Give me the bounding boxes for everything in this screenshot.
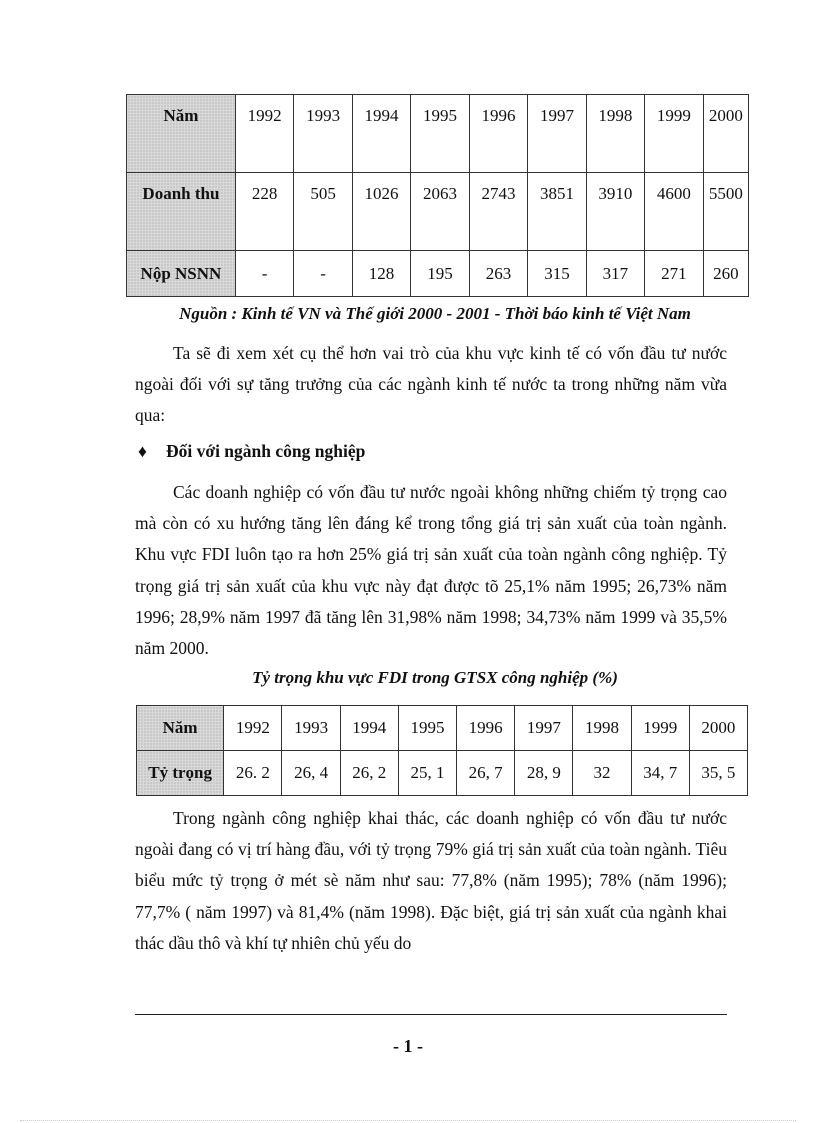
value-cell: 317	[586, 251, 644, 297]
page-number: - 1 -	[393, 1036, 423, 1056]
year-cell: 1998	[573, 706, 631, 751]
year-cell: 1994	[340, 706, 398, 751]
year-cell: 1999	[645, 95, 703, 173]
revenue-table	[126, 94, 749, 297]
value-cell: 34, 7	[631, 751, 689, 796]
value-cell: 32	[573, 751, 631, 796]
page-edge-divider	[20, 1120, 796, 1121]
year-cell: 1997	[528, 95, 586, 173]
value-cell: 228	[235, 173, 293, 251]
table-row	[127, 173, 749, 251]
row-label: Tỷ trọng	[137, 751, 224, 796]
value-cell: 2063	[411, 173, 469, 251]
year-cell: 2000	[703, 95, 748, 173]
paragraph	[135, 803, 727, 959]
value-cell: 4600	[645, 173, 703, 251]
table-row	[137, 706, 748, 751]
value-cell: 260	[703, 251, 748, 297]
value-cell: 25, 1	[398, 751, 456, 796]
year-cell: 1999	[631, 706, 689, 751]
value-cell: -	[235, 251, 293, 297]
paragraph	[135, 338, 727, 432]
year-cell: 1997	[515, 706, 573, 751]
table-header-cell: Năm	[127, 95, 236, 173]
footer-divider	[135, 1014, 727, 1015]
year-cell: 2000	[689, 706, 747, 751]
table-row	[137, 751, 748, 796]
year-cell: 1992	[235, 95, 293, 173]
year-cell: 1996	[457, 706, 515, 751]
section-heading	[138, 441, 365, 462]
value-cell: 505	[294, 173, 352, 251]
row-label: Doanh thu	[127, 173, 236, 251]
value-cell: 5500	[703, 173, 748, 251]
value-cell: 26, 2	[340, 751, 398, 796]
diamond-bullet-icon: ♦	[138, 441, 147, 461]
year-cell: 1998	[586, 95, 644, 173]
value-cell: 28, 9	[515, 751, 573, 796]
value-cell: 26, 4	[282, 751, 340, 796]
source-caption: Nguồn : Kinh tế VN và Thế giới 2000 - 2001 - Thời báo kinh tế Việt Nam	[179, 304, 691, 323]
year-cell: 1993	[282, 706, 340, 751]
year-cell: 1992	[224, 706, 282, 751]
year-cell: 1995	[411, 95, 469, 173]
value-cell: 26. 2	[224, 751, 282, 796]
year-cell: 1995	[398, 706, 456, 751]
paragraph-text: Các doanh nghiệp có vốn đầu tư nước ngoài không những chiếm tỷ trọng cao mà còn có xu hướng tăng lên đáng kể trong tổng giá trị sản xuất của toàn ngành. Khu vực FDI luôn tạo ra hơn 25% giá trị sản xuất của toàn ngành công nghiệp. Tỷ trọng giá trị sản xuất của khu vực này đạt được tõ 25,1% năm 1995; 26,73% năm 1996; 28,9% năm 1997 đã tăng lên 31,98% năm 1998; 34,73% năm 1999 và 35,5% năm 2000.	[135, 482, 727, 659]
year-cell: 1996	[469, 95, 527, 173]
value-cell: 195	[411, 251, 469, 297]
table-caption: Tỷ trọng khu vực FDI trong GTSX công nghiệp (%)	[252, 668, 618, 687]
table-row	[127, 251, 749, 297]
value-cell: 26, 7	[457, 751, 515, 796]
fdi-share-table	[136, 705, 748, 796]
value-cell: 128	[352, 251, 410, 297]
value-cell: 315	[528, 251, 586, 297]
paragraph-text: Ta sẽ đi xem xét cụ thể hơn vai trò của khu vực kinh tế có vốn đầu tư nước ngoài đối với sự tăng trưởng của các ngành kinh tế nước ta trong những năm vừa qua:	[135, 343, 727, 426]
value-cell: 3910	[586, 173, 644, 251]
section-heading-text: Đối với ngành công nghiệp	[166, 441, 366, 461]
value-cell: 3851	[528, 173, 586, 251]
value-cell: -	[294, 251, 352, 297]
paragraph	[135, 477, 727, 664]
value-cell: 263	[469, 251, 527, 297]
table-row	[127, 95, 749, 173]
table-header-cell: Năm	[137, 706, 224, 751]
row-label: Nộp NSNN	[127, 251, 236, 297]
value-cell: 35, 5	[689, 751, 747, 796]
value-cell: 2743	[469, 173, 527, 251]
value-cell: 1026	[352, 173, 410, 251]
value-cell: 271	[645, 251, 703, 297]
year-cell: 1994	[352, 95, 410, 173]
year-cell: 1993	[294, 95, 352, 173]
paragraph-text: Trong ngành công nghiệp khai thác, các doanh nghiệp có vốn đầu tư nước ngoài đang có vị trí hàng đầu, với tỷ trọng 79% giá trị sản xuất của toàn ngành. Tiêu biểu mức tỷ trọng ở mét sè năm như sau: 77,8% (năm 1995); 78% (năm 1996); 77,7% ( năm 1997) và 81,4% (năm 1998). Đặc biệt, giá trị sản xuất của ngành khai thác dầu thô và khí tự nhiên chủ yếu do	[135, 808, 727, 953]
